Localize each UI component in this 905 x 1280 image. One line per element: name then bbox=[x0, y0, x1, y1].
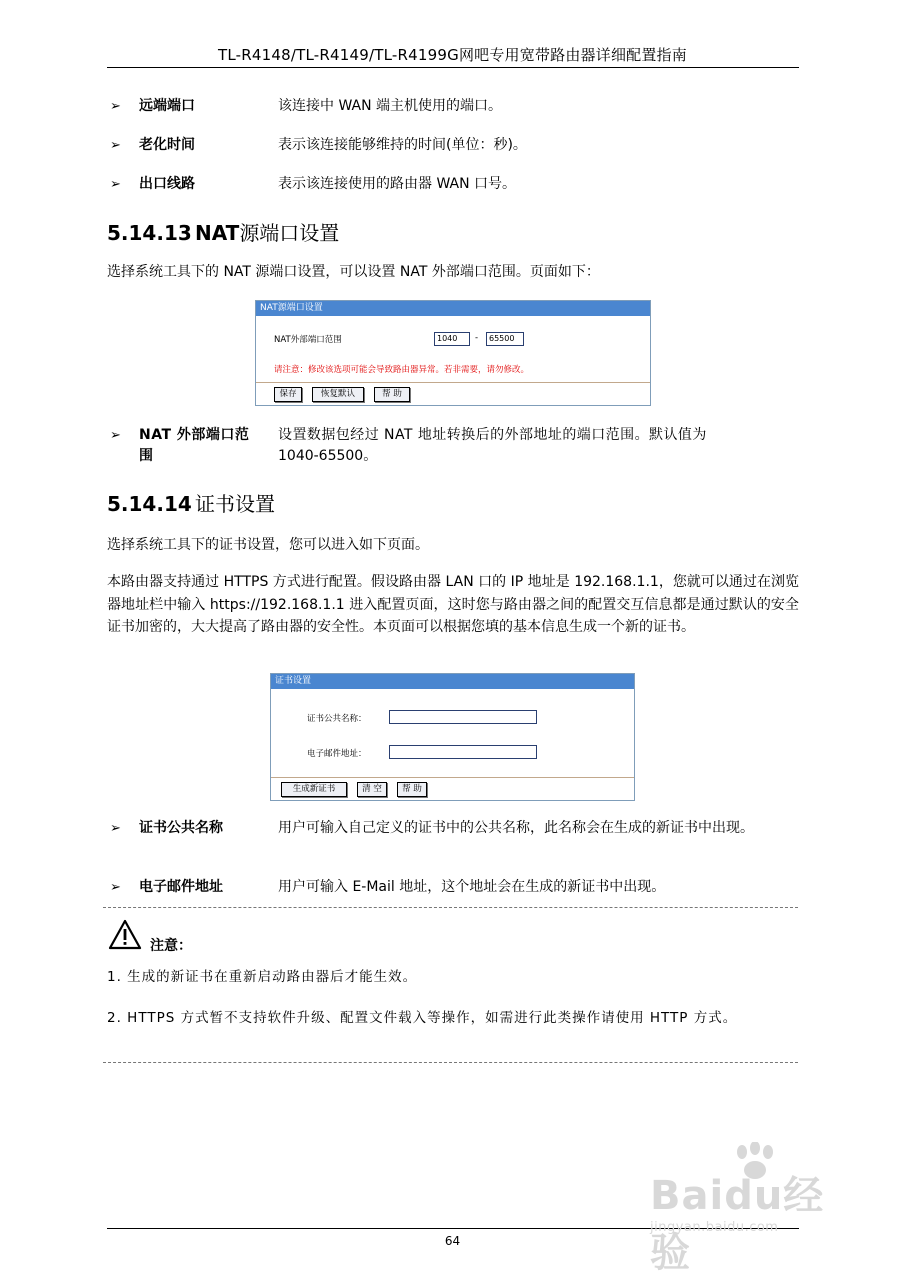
definition-term: 远端端口 bbox=[139, 98, 195, 114]
bullet-arrow-icon: ➢ bbox=[110, 428, 121, 443]
note-item: 1. 生成的新证书在重新启动路由器后才能生效。 bbox=[107, 969, 418, 985]
definition-desc: 表示该连接能够维持的时间(单位：秒)。 bbox=[278, 137, 527, 153]
watermark-logo: Baidu经验 bbox=[650, 1173, 825, 1276]
note-bottom-divider bbox=[103, 1062, 798, 1063]
definition-term: 出口线路 bbox=[139, 176, 195, 192]
page-number: 64 bbox=[444, 1234, 461, 1248]
warning-icon bbox=[108, 919, 142, 951]
definition-term: 老化时间 bbox=[139, 137, 195, 153]
document-header-title: TL-R4148/TL-R4149/TL-R4199G网吧专用宽带路由器详细配置指南 bbox=[218, 46, 687, 64]
note-label: 注意： bbox=[150, 938, 192, 954]
definition-item bbox=[110, 425, 800, 469]
section-heading-cert bbox=[107, 488, 275, 517]
baidu-jingyan-watermark bbox=[650, 1142, 850, 1276]
definition-desc: 该连接中 WAN 端主机使用的端口。 bbox=[278, 98, 503, 114]
section-title: 证书设置 bbox=[195, 492, 275, 516]
range-separator: - bbox=[475, 333, 479, 343]
section-number: 5.14.14 bbox=[107, 492, 192, 516]
save-button[interactable]: 保存 bbox=[274, 387, 302, 402]
panel-title: NAT源端口设置 bbox=[256, 301, 650, 316]
restore-default-button[interactable]: 恢复默认 bbox=[312, 387, 364, 402]
definition-desc: 表示该连接使用的路由器 WAN 口号。 bbox=[278, 176, 517, 192]
help-button[interactable]: 帮 助 bbox=[374, 387, 410, 402]
section-title: 源端口设置 bbox=[239, 221, 340, 245]
definition-item bbox=[110, 818, 800, 862]
nat-port-start-input[interactable]: 1040 bbox=[434, 332, 470, 346]
nat-port-end-input[interactable]: 65500 bbox=[486, 332, 524, 346]
warning-text: 请注意：修改该选项可能会导致路由器异常。若非需要，请勿修改。 bbox=[274, 365, 530, 375]
note-top-divider bbox=[103, 907, 798, 908]
bullet-arrow-icon: ➢ bbox=[110, 177, 121, 192]
panel-title: 证书设置 bbox=[271, 674, 634, 689]
watermark-url: jingyan.baidu.com bbox=[650, 1220, 779, 1235]
cert-description-paragraph: 本路由器支持通过 HTTPS 方式进行配置。假设路由器 LAN 口的 IP 地址是 192.168.1.1，您就可以通过在浏览器地址栏中输入 https://192.168.1.1 进入配置页面，这时您与路由器之间的配置交互信息都是通过默认的安全证书加密的，大大提高了路由器的安全性。本页面可以根据您填的基本信息生成一个新的证书。 bbox=[107, 574, 799, 635]
nat-settings-screenshot bbox=[255, 300, 651, 406]
nat-port-range-label: NAT外部端口范围 bbox=[274, 335, 342, 345]
nat-intro-paragraph: 选择系统工具下的 NAT 源端口设置，可以设置 NAT 外部端口范围。页面如下： bbox=[107, 264, 600, 280]
note-item: 2. HTTPS 方式暂不支持软件升级、配置文件载入等操作，如需进行此类操作请使用 HTTP 方式。 bbox=[107, 1010, 738, 1026]
generate-cert-button[interactable]: 生成新证书 bbox=[281, 782, 347, 797]
definition-term: 电子邮件地址 bbox=[139, 879, 223, 895]
panel-button-bar bbox=[256, 382, 650, 405]
bullet-arrow-icon: ➢ bbox=[110, 821, 121, 836]
bullet-arrow-icon: ➢ bbox=[110, 138, 121, 153]
definition-term: NAT 外部端口范 围 bbox=[139, 427, 250, 464]
section-number: 5.14.13 bbox=[107, 221, 192, 245]
section-title-bold: NAT bbox=[195, 221, 240, 245]
cert-name-input[interactable] bbox=[389, 710, 537, 724]
clear-button[interactable]: 清 空 bbox=[357, 782, 387, 797]
panel-button-bar bbox=[271, 777, 634, 800]
help-button[interactable]: 帮 助 bbox=[397, 782, 427, 797]
header-divider bbox=[107, 67, 799, 68]
bullet-arrow-icon: ➢ bbox=[110, 880, 121, 895]
section-heading-nat bbox=[107, 217, 339, 246]
cert-email-input[interactable] bbox=[389, 745, 537, 759]
cert-settings-screenshot bbox=[270, 673, 635, 801]
bullet-arrow-icon: ➢ bbox=[110, 99, 121, 114]
definition-desc: 用户可输入自己定义的证书中的公共名称，此名称会在生成的新证书中出现。 bbox=[278, 820, 754, 836]
definition-term: 证书公共名称 bbox=[139, 820, 223, 836]
definition-desc: 设置数据包经过 NAT 地址转换后的外部地址的端口范围。默认值为 1040-65500。 bbox=[278, 427, 707, 464]
cert-intro-paragraph: 选择系统工具下的证书设置，您可以进入如下页面。 bbox=[107, 537, 429, 553]
definition-desc: 用户可输入 E-Mail 地址，这个地址会在生成的新证书中出现。 bbox=[278, 879, 666, 895]
cert-name-label: 证书公共名称： bbox=[307, 714, 367, 724]
cert-email-label: 电子邮件地址： bbox=[307, 749, 367, 759]
